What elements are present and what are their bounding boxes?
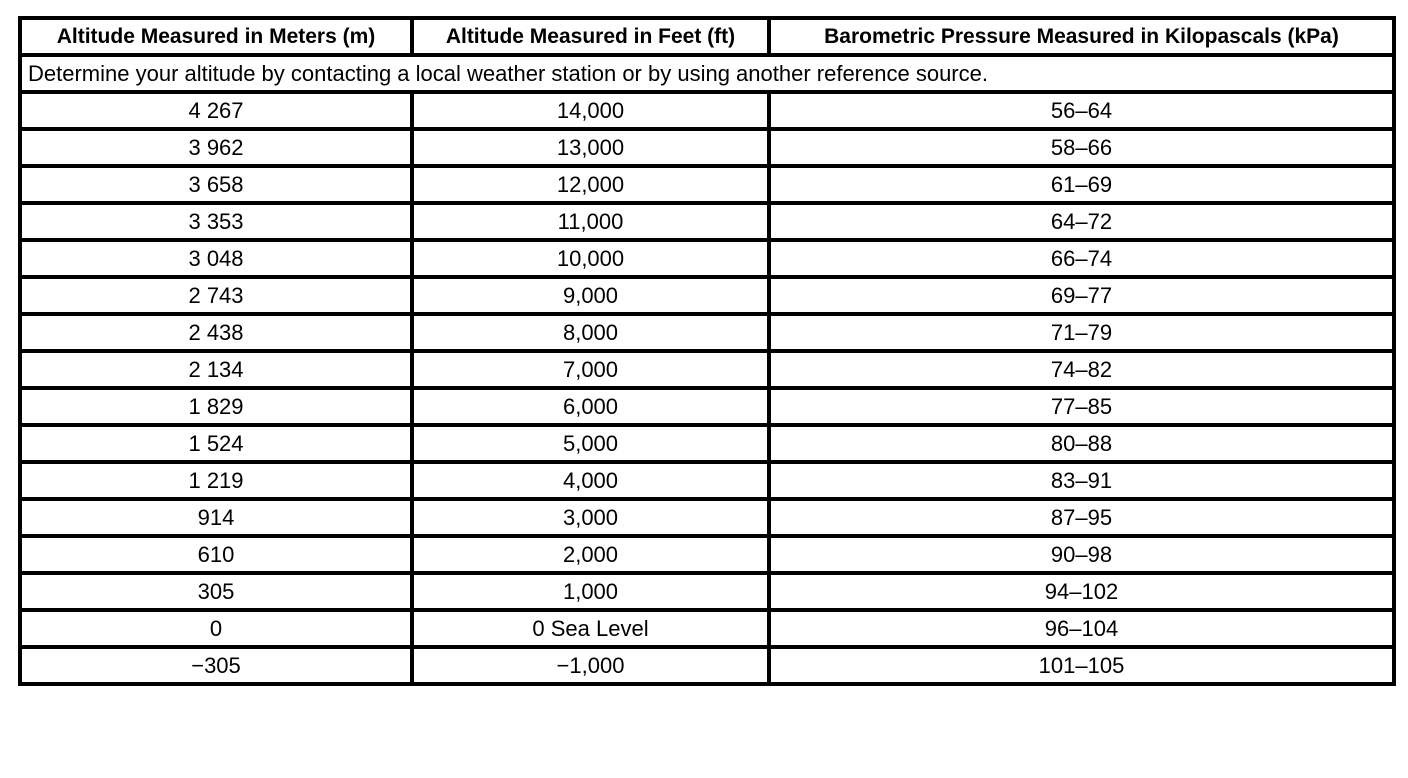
cell-meters: 1 524 xyxy=(20,425,412,462)
cell-pressure: 61–69 xyxy=(769,166,1394,203)
cell-meters: 2 134 xyxy=(20,351,412,388)
cell-feet: 10,000 xyxy=(412,240,769,277)
table-row xyxy=(20,462,1394,499)
table-row xyxy=(20,499,1394,536)
cell-feet: 5,000 xyxy=(412,425,769,462)
cell-meters: 305 xyxy=(20,573,412,610)
table-row xyxy=(20,92,1394,129)
cell-pressure: 71–79 xyxy=(769,314,1394,351)
cell-feet: 7,000 xyxy=(412,351,769,388)
cell-meters: 4 267 xyxy=(20,92,412,129)
note-row xyxy=(20,55,1394,92)
table-row xyxy=(20,277,1394,314)
header-meters: Altitude Measured in Meters (m) xyxy=(20,18,412,55)
note-text: Determine your altitude by contacting a local weather station or by using another reference source. xyxy=(20,55,1394,92)
cell-feet: 13,000 xyxy=(412,129,769,166)
cell-meters: 914 xyxy=(20,499,412,536)
cell-pressure: 56–64 xyxy=(769,92,1394,129)
cell-feet: −1,000 xyxy=(412,647,769,684)
table-row xyxy=(20,536,1394,573)
cell-feet: 11,000 xyxy=(412,203,769,240)
table-row xyxy=(20,166,1394,203)
cell-pressure: 69–77 xyxy=(769,277,1394,314)
cell-feet: 6,000 xyxy=(412,388,769,425)
table-row xyxy=(20,425,1394,462)
cell-pressure: 80–88 xyxy=(769,425,1394,462)
cell-pressure: 101–105 xyxy=(769,647,1394,684)
cell-feet: 8,000 xyxy=(412,314,769,351)
cell-pressure: 96–104 xyxy=(769,610,1394,647)
table-row xyxy=(20,129,1394,166)
table-row xyxy=(20,240,1394,277)
cell-meters: 0 xyxy=(20,610,412,647)
altitude-pressure-table xyxy=(18,16,1396,686)
cell-feet: 0 Sea Level xyxy=(412,610,769,647)
cell-feet: 1,000 xyxy=(412,573,769,610)
cell-feet: 4,000 xyxy=(412,462,769,499)
cell-meters: 3 658 xyxy=(20,166,412,203)
header-pressure: Barometric Pressure Measured in Kilopascals (kPa) xyxy=(769,18,1394,55)
cell-feet: 9,000 xyxy=(412,277,769,314)
cell-pressure: 58–66 xyxy=(769,129,1394,166)
cell-meters: 3 048 xyxy=(20,240,412,277)
table-row xyxy=(20,203,1394,240)
table-row xyxy=(20,388,1394,425)
cell-feet: 12,000 xyxy=(412,166,769,203)
cell-feet: 2,000 xyxy=(412,536,769,573)
cell-pressure: 66–74 xyxy=(769,240,1394,277)
cell-pressure: 90–98 xyxy=(769,536,1394,573)
cell-pressure: 74–82 xyxy=(769,351,1394,388)
cell-meters: −305 xyxy=(20,647,412,684)
cell-feet: 14,000 xyxy=(412,92,769,129)
table-row xyxy=(20,314,1394,351)
cell-meters: 1 219 xyxy=(20,462,412,499)
table-row xyxy=(20,610,1394,647)
table-row xyxy=(20,351,1394,388)
cell-meters: 3 962 xyxy=(20,129,412,166)
cell-pressure: 64–72 xyxy=(769,203,1394,240)
header-row xyxy=(20,18,1394,55)
cell-pressure: 87–95 xyxy=(769,499,1394,536)
cell-meters: 3 353 xyxy=(20,203,412,240)
table-row xyxy=(20,573,1394,610)
table-row xyxy=(20,647,1394,684)
cell-feet: 3,000 xyxy=(412,499,769,536)
cell-pressure: 83–91 xyxy=(769,462,1394,499)
cell-pressure: 94–102 xyxy=(769,573,1394,610)
cell-meters: 2 438 xyxy=(20,314,412,351)
cell-pressure: 77–85 xyxy=(769,388,1394,425)
cell-meters: 1 829 xyxy=(20,388,412,425)
header-feet: Altitude Measured in Feet (ft) xyxy=(412,18,769,55)
cell-meters: 610 xyxy=(20,536,412,573)
table-body xyxy=(20,55,1394,684)
cell-meters: 2 743 xyxy=(20,277,412,314)
